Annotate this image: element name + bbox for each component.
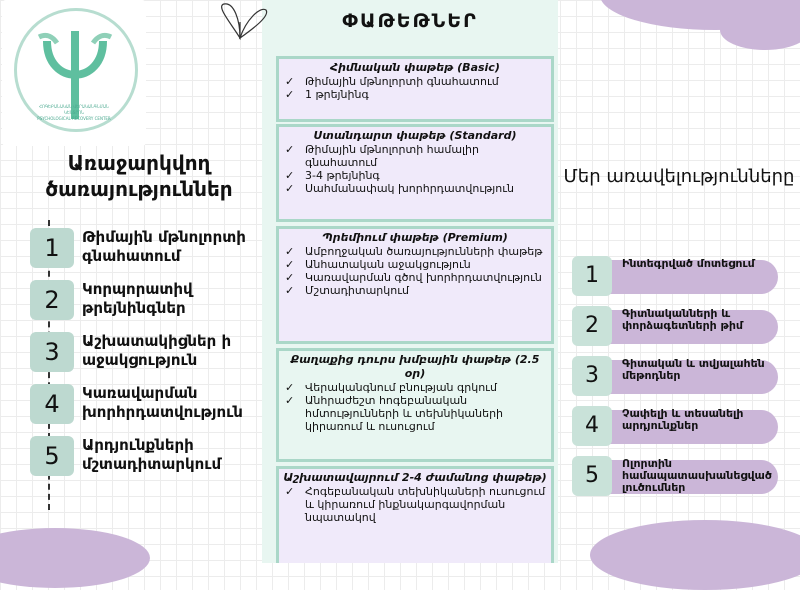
logo-text-1: ՀՈԳԵԲԱՆԱԿԱՆ ՎԵՐԱԿԱՆԳՆՄԱՆ [39,104,109,109]
package-feature: ✓ 3-4 թրեյնինգ [285,169,547,182]
advantage-item [572,356,782,396]
advantage-item [572,406,782,446]
advantage-label: Ոլորտին համապատասխանեցված լուծումներ [622,457,772,494]
advantage-label: Գիտական և տվյալահեն մեթոդներ [622,357,765,382]
package-basic [276,56,554,122]
advantage-number: 2 [572,306,612,346]
service-label: Կառավարման խորհրդատվություն [82,384,243,421]
package-feature: ✓ Թիմային մթնոլորտի համալիր գնահատում [285,143,547,169]
service-label: Թիմային մթնոլորտի գնահատում [82,228,246,265]
advantage-number: 3 [572,356,612,396]
service-label: Կորպորատիվ թրեյնինգներ [82,280,193,317]
packages-title: ՓԱԹԵԹՆԵՐ [342,10,478,32]
services-title: Առաջարկվող ծառայություններ [45,151,233,201]
decor-blob-top-right-2 [720,10,800,50]
service-label: Աշխատակիցներ ի աջակցություն [82,332,232,369]
package-feature: ✓ Անհրաժեշտ հոգեբանական հմտությունների և տեխնիկաների կիրառում և ուսուցում [285,394,547,433]
advantages-title: Մեր առավելությունները [563,166,795,187]
service-item [30,384,260,434]
logo [2,0,146,146]
advantage-item [572,306,782,346]
package-feature: ✓ Մշտադիտարկում [285,284,547,297]
advantage-item [572,256,782,296]
butterfly-icon [210,2,270,42]
service-item [30,332,260,382]
service-number: 2 [30,280,74,320]
package-title: Պրեմիում փաթեթ (Premium) [322,231,508,244]
service-number: 1 [30,228,74,268]
logo-text-2: ԿԵՆՏՐՈՆ [63,110,85,115]
advantage-label: Ինտեգրված մոտեցում [622,257,755,270]
advantage-number: 1 [572,256,612,296]
service-item [30,436,260,486]
package-title: Քաղաքից դուրս խմբային փաթեթ (2.5 օր) [290,353,540,380]
package-feature: ✓ Թիմային մթնոլորտի գնահատում [285,75,547,88]
advantage-label: Չափելի և տեսանելի արդյունքներ [622,407,744,432]
package-premium [276,226,554,344]
package-title: Աշխատավայրում 2-4 ժամանոց փաթեթ) [283,471,547,484]
logo-text-3: PSYCHOLOGICAL RECOVERY CENTER [37,116,111,121]
advantage-label: Գիտնականների և փորձագետների թիմ [622,307,743,332]
package-feature: ✓ Հոգեբանական տեխնիկաների ուսուցում և կիրառում ինքնակարգավորման նպատակով [285,485,547,524]
package-outdoor [276,348,554,462]
service-item [30,228,260,278]
package-title: Ստանդարտ փաթեթ (Standard) [313,129,517,142]
decor-blob-bottom-right [590,520,800,590]
package-title: Հիմնական փաթեթ (Basic) [330,61,500,74]
advantage-number: 4 [572,406,612,446]
decor-blob-bottom-left [0,528,150,588]
package-standard [276,124,554,222]
package-feature: ✓ Սահմանափակ խորհրդատվություն [285,182,547,195]
service-item [30,280,260,330]
service-label: Արդյունքների մշտադիտարկում [82,436,222,473]
service-number: 4 [30,384,74,424]
package-feature: ✓ Անհատական աջակցություն [285,258,547,271]
package-feature: ✓ Վերականգնում բնության գրկում [285,381,547,394]
package-feature: ✓ 1 թրեյնինգ [285,88,547,101]
package-feature: ✓ Կառավարման գծով խորհրդատվություն [285,271,547,284]
service-number: 5 [30,436,74,476]
package-workplace [276,466,554,563]
advantage-item [572,456,782,496]
service-number: 3 [30,332,74,372]
package-feature: ✓ Ամբողջական ծառայությունների փաթեթ [285,245,547,258]
advantage-number: 5 [572,456,612,496]
